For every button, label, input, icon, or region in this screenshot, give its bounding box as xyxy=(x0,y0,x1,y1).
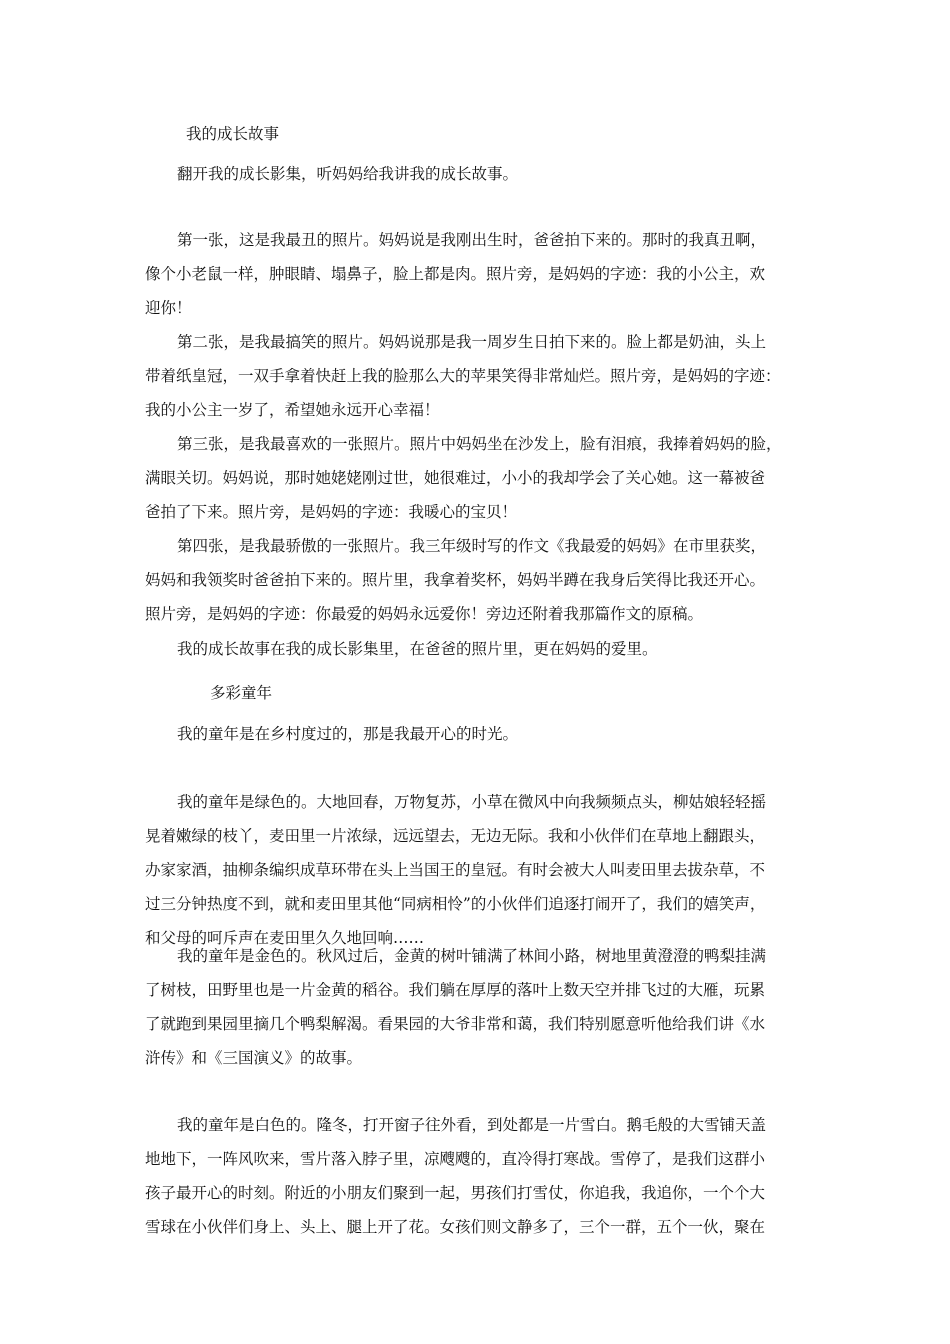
text-line: 我的童年是金色的。秋风过后，金黄的树叶铺满了林间小路，树地里黄澄澄的鸭梨挂满 xyxy=(177,947,767,965)
text-line: 第一张，这是我最丑的照片。妈妈说是我刚出生时，爸爸拍下来的。那时的我真丑啊， xyxy=(177,231,767,249)
essay-title: 多彩童年 xyxy=(210,684,273,702)
text-line: 孩子最开心的时刻。附近的小朋友们聚到一起，男孩们打雪仗，你追我，我追你，一个个大 xyxy=(145,1184,766,1202)
text-line: 浒传》和《三国演义》的故事。 xyxy=(145,1049,363,1067)
text-line: 我的童年是白色的。隆冬，打开窗子往外看，到处都是一片雪白。鹅毛般的大雪铺天盖 xyxy=(177,1116,767,1134)
text-line: 我的童年是在乡村度过的，那是我最开心的时光。 xyxy=(177,725,519,743)
text-line: 照片旁，是妈妈的字迹：你最爱的妈妈永远爱你！旁边还附着我那篇作文的原稿。 xyxy=(145,605,704,623)
text-line: 第四张，是我最骄傲的一张照片。我三年级时写的作文《我最爱的妈妈》在市里获奖， xyxy=(177,537,767,555)
text-line: 满眼关切。妈妈说，那时她姥姥刚过世，她很难过，小小的我却学会了关心她。这一幕被爸 xyxy=(145,469,766,487)
text-line: 过三分钟热度不到，就和麦田里其他“同病相怜”的小伙伴们追逐打闹开了，我们的嬉笑声， xyxy=(145,895,766,913)
paragraph xyxy=(145,717,811,751)
paragraph xyxy=(145,939,811,1075)
text-line: 爸拍了下来。照片旁，是妈妈的字迹：我暖心的宝贝！ xyxy=(145,503,518,521)
text-line: 像个小老鼠一样，肿眼睛、塌鼻子，脸上都是肉。照片旁，是妈妈的字迹：我的小公主，欢 xyxy=(145,265,766,283)
text-line: 第三张，是我最喜欢的一张照片。照片中妈妈坐在沙发上，脸有泪痕，我捧着妈妈的脸， xyxy=(177,435,782,453)
text-line: 和父母的呵斥声在麦田里久久地回响…… xyxy=(145,929,425,947)
essay-title: 我的成长故事 xyxy=(186,125,280,143)
text-line: 了就跑到果园里摘几个鸭梨解渴。看果园的大爷非常和蔼，我们特别愿意听他给我们讲《水 xyxy=(145,1015,766,1033)
paragraph xyxy=(145,325,811,427)
text-line: 我的童年是绿色的。大地回春，万物复苏，小草在微风中向我频频点头，柳姑娘轻轻摇 xyxy=(177,793,767,811)
text-line: 迎你！ xyxy=(145,299,192,317)
text-line: 翻开我的成长影集，听妈妈给我讲我的成长故事。 xyxy=(177,165,519,183)
paragraph xyxy=(145,785,811,955)
text-line: 办家家酒，抽柳条编织成草环带在头上当国王的皇冠。有时会被大人叫麦田里去拔杂草，不 xyxy=(145,861,766,879)
text-line: 地地下，一阵风吹来，雪片落入脖子里，凉飕飕的，直冷得打寒战。雪停了，是我们这群小 xyxy=(145,1150,766,1168)
text-line: 我的小公主一岁了，希望她永远开心幸福！ xyxy=(145,401,440,419)
text-line: 晃着嫩绿的枝丫，麦田里一片浓绿，远远望去，无边无际。我和小伙伴们在草地上翻跟头， xyxy=(145,827,766,845)
paragraph xyxy=(145,632,811,666)
paragraph xyxy=(145,157,811,191)
text-line: 了树枝，田野里也是一片金黄的稻谷。我们躺在厚厚的落叶上数天空并排飞过的大雁，玩累 xyxy=(145,981,766,999)
paragraph xyxy=(145,223,811,325)
paragraph xyxy=(145,529,811,631)
text-line: 我的成长故事在我的成长影集里，在爸爸的照片里，更在妈妈的爱里。 xyxy=(177,640,658,658)
text-line: 妈妈和我领奖时爸爸拍下来的。照片里，我拿着奖杯，妈妈半蹲在我身后笑得比我还开心。 xyxy=(145,571,766,589)
text-line: 雪球在小伙伴们身上、头上、腿上开了花。女孩们则文静多了，三个一群，五个一伙，聚在 xyxy=(145,1218,766,1236)
text-line: 带着纸皇冠，一双手拿着快赶上我的脸那么大的苹果笑得非常灿烂。照片旁，是妈妈的字迹： xyxy=(145,367,781,385)
paragraph xyxy=(145,1108,811,1244)
paragraph xyxy=(145,427,811,529)
text-line: 第二张，是我最搞笑的照片。妈妈说那是我一周岁生日拍下来的。脸上都是奶油，头上 xyxy=(177,333,767,351)
